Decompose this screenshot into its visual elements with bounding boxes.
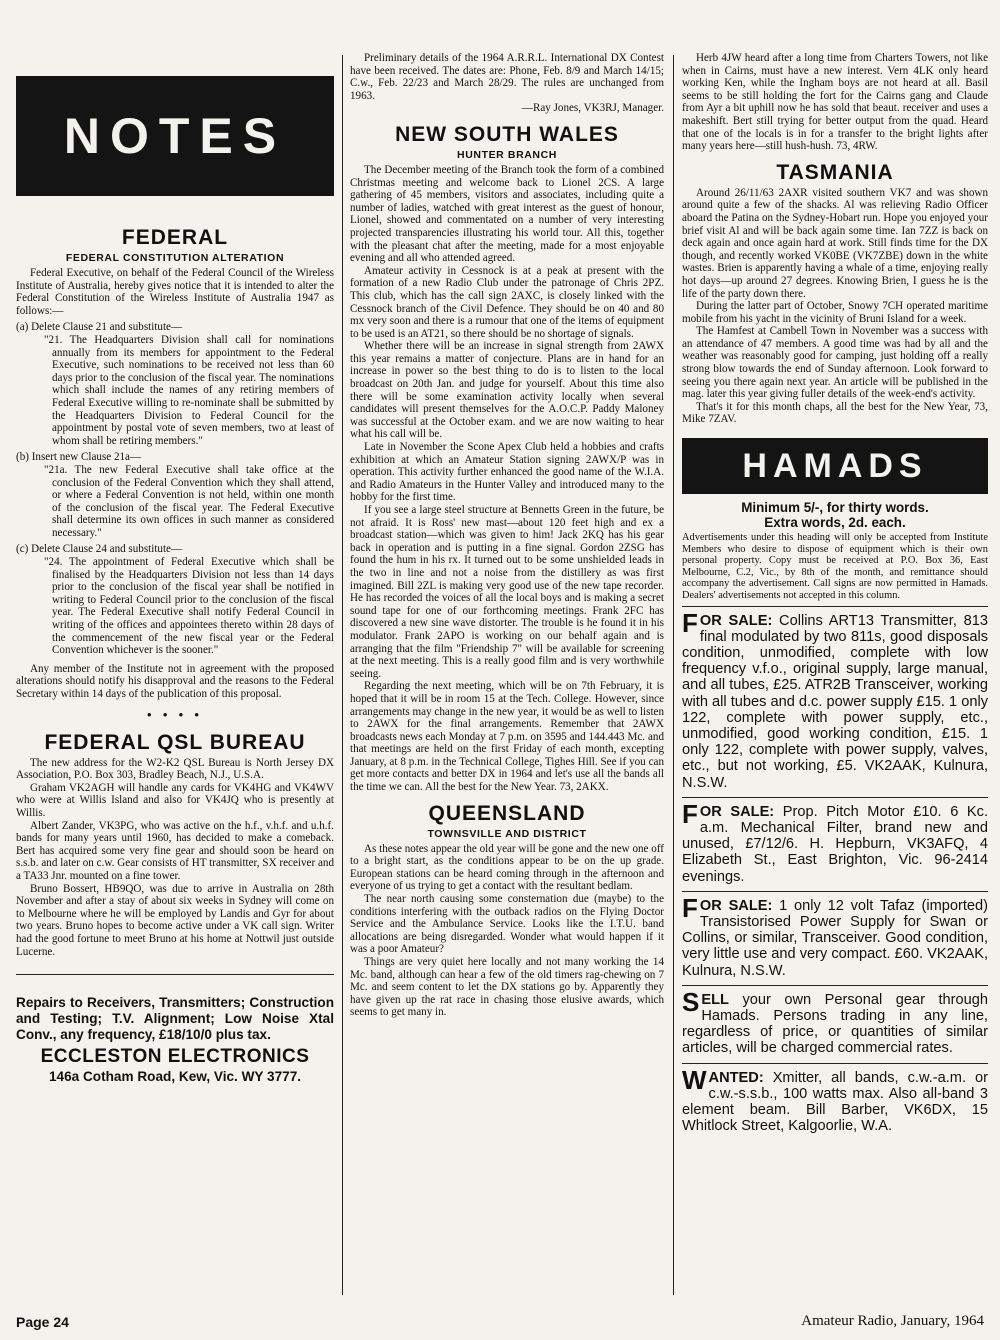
clause-heading: (a) Delete Clause 21 and substitute—: [16, 321, 183, 334]
ad-text: Collins ART13 Transmitter, 813 final modulated by two 811s, good disposals condition, unmodified, complete with low frequency v.f.o., original supply, large manual, and all tubes, £25. ATR2B Transceiver, working with all tubes and d.c. power supply £15. 1 only 122, complete with power supply, etc., unmodified, good working condition, £15. 1 only 122, complete with power supply, valves, etc., but not working, £5. VK2AAK, Kulnura, N.S.W.: [682, 612, 988, 791]
paragraph: During the latter part of October, Snowy 7CH operated maritime mobile from his yacht in the vicinity of Bruni Island for a week.: [682, 300, 988, 325]
subtitle-constitution: FEDERAL CONSTITUTION ALTERATION: [65, 252, 285, 264]
clause-heading: (c) Delete Clause 24 and substitute—: [16, 543, 183, 556]
paragraph: If you see a large steel structure at Bennetts Green in the future, be not afraid. It is Ross' new mast—about 120 feet high and ex a broadcast station—which was given to him! Jack 2KQ has his gear back in operation and is putting in a fine signal. Gordon 2ZSG has found the hum in his rx. It turned out to be some unshielded leads in the two in line and not a noise from the distillery as was first imagined. Bill 2ZL is making very good use of the new tape recorder. He has recorded the voices of all the local boys and is making a secret sound tape for one of our forthcoming meetings. Frank 2FC has discovered a new sine wave distorter. The trouble is he found it in his modulator. Frank 2APO is working on our behalf again and is arranging that the film "Friendship 7" will be available for screening at the next meeting. This is a really good film and is very worthwhile seeing.: [350, 504, 664, 680]
paragraph: Bruno Bossert, HB9QO, was due to arrive in Australia on 28th November and after a stay of about six weeks in Sydney will come on to Melbourne where he will be employed by Landis and Gyr for about two years. Bruno hopes to become active under a VK call sign. Writer had the good fortune to meet Bruno at his home at Nottwil just outside Lucerne.: [16, 882, 334, 958]
classified-ad: [682, 797, 988, 891]
paragraph: The near north causing some consternation due (maybe) to the conditions interfering with the outback radios on the Flying Doctor Service and the Ambulance Service. Looks like the I.T.U. band allocations are being disregarded. Wonder what would happen if it was a poor Amateur?: [350, 893, 664, 956]
column-left: [16, 52, 334, 1298]
ad-text: Xmitter, all bands, c.w.-a.m. or c.w.-s.s.b., 100 watts max. Also all-band 3 element beam. Bill Barber, VK6DX, 15 Whitlock Street, Kalgoorlie, W.A.: [682, 1069, 988, 1135]
paragraph: Preliminary details of the 1964 A.R.R.L. International DX Contest have been received. The dates are: Phone, Feb. 8/9 and March 14/15; C.w., Feb. 22/23 and March 28/29. The rules are unchanged from 1963.: [350, 52, 664, 102]
drop-cap: F: [682, 892, 698, 923]
column-rule: [673, 55, 674, 1295]
paragraph: The new address for the W2-K2 QSL Bureau is North Jersey DX Association, P.O. Box 303, Bradley Beach, N.J., U.S.A.: [16, 756, 334, 782]
paragraph: Late in November the Scone Apex Club held a hobbies and crafts exhibition at which an Amateur Station signing 2AWX/P was in operation. This activity further enhanced the good name of the W.I.A. and Radio Amateurs in the Hunter Valley and introduced many to the hobby for the first time.: [350, 441, 664, 504]
paragraph: As these notes appear the old year will be gone and the new one off to a bright start, as the conditions appear to be on the up grade. European stations can be heard coming through in the afternoon and everyone of us trying to get a contact with the resultant bedlam.: [350, 842, 664, 893]
paragraph: Things are very quiet here locally and not many working the 14 Mc. band, although can hear a few of the old timers rag-chewing on 7 Mc. and seem content to let the DX stations go by. Apparently they have given up the rat race in chasing those elusive awards, which seems to get many in.: [350, 956, 664, 1019]
signature: —Ray Jones, VK3RJ, Manager.: [521, 102, 664, 115]
paragraph: Around 26/11/63 2AXR visited southern VK7 and was shown around quite a few of the shacks. Al was relieving Radio Officer aboard the Patina on the Sydney-Hobart run. Hope you enjoyed your brief visit Al and will be back again some time. Ian 7ZZ is back on deck again and once again hard at work. Still finds time for the DX though, and recently worked VK0BE (VK7ZBE) down in the white wastes. Brien is apparently having a whale of a time, enjoying really hot days—up around 27 degrees. Knowing Brien, I guess he is the life of the party down there.: [682, 186, 988, 300]
page-number: Page 24: [16, 1314, 69, 1330]
paragraph: Graham VK2AGH will handle any cards for VK4HG and VK4WV who were at Willis Island and also for VK4JQ who is presently at Willis.: [16, 781, 334, 819]
column-rule: [342, 55, 343, 1295]
paragraph: Whether there will be an increase in signal strength from 2AWX this year remains a matter of conjecture. Plans are in hand for an increase in power so the best thing to do is to listen to the local broadcast on 20th Jan. and judge for yourself. About this time also there will be some examination activity locally when several candidates will present themselves for the A.O.C.P. Paddy Maloney was successful at the October exam. and we are now waiting to hear what his call will be.: [350, 340, 664, 441]
paragraph: That's it for this month chaps, all the best for the New Year, 73, Mike 7ZAV.: [682, 400, 988, 426]
drop-cap: S: [682, 986, 700, 1017]
eccleston-advert: [16, 974, 334, 1084]
drop-cap: F: [682, 607, 698, 638]
paragraph: The Hamfest at Cambell Town in November was a success with an attendance of 47 members. A good time was had by all and the weather was reasonably good for camping, just holding off a really strong blow towards the end of Sunday afternoon. Look forward to seeing you there again next year. An article will be published in the mag. later this year giving fuller details of the week-end's activity.: [682, 325, 988, 401]
clause-text: "24. The appointment of Federal Executive which shall be finalised by the Headquarters Division not less than 14 days prior to the conclusion of the fiscal year shall be notified in writing to Federal Council prior to the conclusion of the fiscal year. The Federal Executive shall notify Federal Council in writing of the offices and appointees thereto within 28 days of the commencement of the new fiscal year or the Federal Convention whichever is the sooner.": [44, 556, 334, 657]
ad-lead: OR SALE:: [699, 897, 773, 914]
clause-heading: (b) Insert new Clause 21a—: [16, 451, 142, 464]
divider-dots: • • • •: [147, 706, 203, 722]
clause-text: "21a. The new Federal Executive shall take office at the conclusion of the Federal Convention which they shall attend, or where a Federal Convention is not held, within one month of the conclusion of the fiscal year. The Federal Executive shall determine its own offices in such manner as considered necessary.": [44, 463, 334, 539]
section-title-federal: FEDERAL: [121, 226, 229, 249]
advert-address: 146a Cotham Road, Kew, Vic. WY 3777.: [48, 1069, 302, 1085]
classified-ad: [682, 985, 988, 1063]
column-right: [682, 52, 988, 1298]
clause-text: "21. The Headquarters Division shall call for nominations annually from its members for appointment to the Federal Executive, such nominations to be received not less than 60 days prior to the conclusion of the fiscal year. The nominations which shall include the names of any retiring members of Federal Executive willing to re-nominate shall be submitted by the Headquarters Division to Federal Council for the appointment by postal vote of seven members, two at least of whom shall be retiring members.": [44, 333, 334, 447]
hamads-rate: Minimum 5/-, for thirty words.: [741, 500, 929, 516]
section-title-nsw: NEW SOUTH WALES: [395, 122, 619, 146]
notes-banner: NOTES: [16, 76, 334, 196]
classified-ad: [682, 1063, 988, 1141]
paragraph: Regarding the next meeting, which will be on 7th February, it is hoped that it will be in room 15 at the Tech. College. However, since arrangements may change in the new year, it would be as well to listen to 2AWX for the final arrangements. Remember that 2AWX broadcasts news each Monday at 7 p.m. on 3595 and 144.443 Mc. and that meetings are held on the first Friday of each month, excepting January, at 8 p.m. in the Technical College, Tighes Hill. See if you can get more contacts and better DX in 1964 and let's use all the bands all the time we can. All the best for the New Year. 73, 2AKX.: [350, 680, 664, 794]
subtitle-hunter: HUNTER BRANCH: [457, 148, 557, 161]
section-title-queensland: QUEENSLAND: [428, 801, 586, 825]
paragraph: Amateur activity in Cessnock is at a peak at present with the formation of a new Radio Club under the patronage of Chris 2PZ. This club, which has the call sign 2AXC, is closely linked with the Cessnock branch of the Civil Defence. They should be on 40 and 80 mx very soon and there is a rumour that one of the items of equipment to be used is an AT21, so there should be no shortage of signals.: [350, 264, 664, 340]
section-title-qsl: FEDERAL QSL BUREAU: [44, 730, 306, 754]
section-title-tasmania: TASMANIA: [776, 160, 894, 184]
ad-lead: OR SALE:: [699, 612, 773, 629]
ad-lead: ELL: [701, 991, 729, 1008]
hamads-rate-extra: Extra words, 2d. each.: [764, 515, 906, 531]
classified-ad: [682, 891, 988, 985]
hamads-banner: HAMADS: [682, 438, 988, 494]
advert-text: Repairs to Receivers, Transmitters; Construction and Testing; T.V. Alignment; Low Noise Xtal Conv., any frequency, £18/10/0 plus tax.: [16, 995, 334, 1043]
issue-line: Amateur Radio, January, 1964: [801, 1313, 984, 1329]
paragraph: Any member of the Institute not in agreement with the proposed alterations should notify his disapproval and the reasons to the Federal Secretary within 14 days of the publication of this proposal.: [16, 662, 334, 700]
hamads-rules: Advertisements under this heading will only be accepted from Institute Members who desire to dispose of equipment which is their own personal property. Copy must be received at P.O. Box 36, East Melbourne, C.2, Vic., by 8th of the month, and remittance should accompany the advertisement. Call signs are now permitted in Hamads. Dealers' advertisements not accepted in this column.: [682, 532, 988, 601]
paragraph: Federal Executive, on behalf of the Federal Council of the Wireless Institute of Australia, hereby gives notice that it is intended to alter the Federal Constitution of the Wireless Institute of Australia 1947 as follows:—: [16, 267, 334, 317]
classified-ad: [682, 606, 988, 797]
clause-c: [16, 543, 334, 656]
drop-cap: F: [682, 798, 698, 829]
ad-lead: ANTED:: [708, 1069, 764, 1086]
paragraph: The December meeting of the Branch took the form of a combined Christmas meeting and welcome back to Lionel 2CS. A large gathering of 45 members, visitors and associates, including quite a number of ladies, watched with great interest as the guest of honour, Lionel, showed and commentated on a number of very interesting projected transparencies illustrating his world tour. All this, together with the pleasant chat after the meeting, made for a most enjoyable evening and all who attended agreed.: [350, 163, 664, 265]
column-middle: [350, 52, 664, 1298]
ad-text: your own Personal gear through Hamads. Persons trading in any line, regardless of price, or quantities of similar articles, will be charged commercial rates.: [682, 991, 988, 1057]
ad-lead: OR SALE:: [699, 803, 775, 820]
paragraph: Albert Zander, VK3PG, who was active on the h.f., v.h.f. and u.h.f. bands for many years until 1960, has decided to make a comeback. Bert has acquired some very fine gear and should soon be heard on s.s.b. and later on c.w. Gear consists of HT transmitter, SX receiver and a TA33 Jnr. mounted on a fine tower.: [16, 819, 334, 882]
clause-b: [16, 451, 334, 539]
paragraph: Herb 4JW heard after a long time from Charters Towers, not like when in Cairns, must have a new interest. Vern 4LK only heard working Ken, while the Ingham boys are not heard at all. Basil seems to be still holding the fort for the Cairns gang and Claude from Ayr a bit uphill now he has sold that beaut. receiver and uses a makeshift. Bert still trying for better output from the quad. Heard that one of the locals is in for a transfer to the bright lights after many years here—still hush-hush. 73, 4RW.: [682, 52, 988, 153]
drop-cap: W: [682, 1064, 707, 1095]
clause-a: [16, 321, 334, 447]
advert-company: ECCLESTON ELECTRONICS: [40, 1046, 310, 1068]
ad-text: Prop. Pitch Motor £10. 6 Kc. a.m. Mechanical Filter, brand new and unused, £7/12/6. H. Hepburn, VK3AFQ, 4 Elizabeth St., East Brighton, Vic. 96-2414 evenings.: [682, 803, 988, 885]
ad-text: 1 only 12 volt Tafaz (imported) Transistorised Power Supply for Swan or Collins, or similar, Transceiver. Good condition, very little use and very compact. £60. VK2AAK, Kulnura, N.S.W.: [682, 897, 988, 979]
subtitle-townsville: TOWNSVILLE AND DISTRICT: [427, 827, 587, 840]
